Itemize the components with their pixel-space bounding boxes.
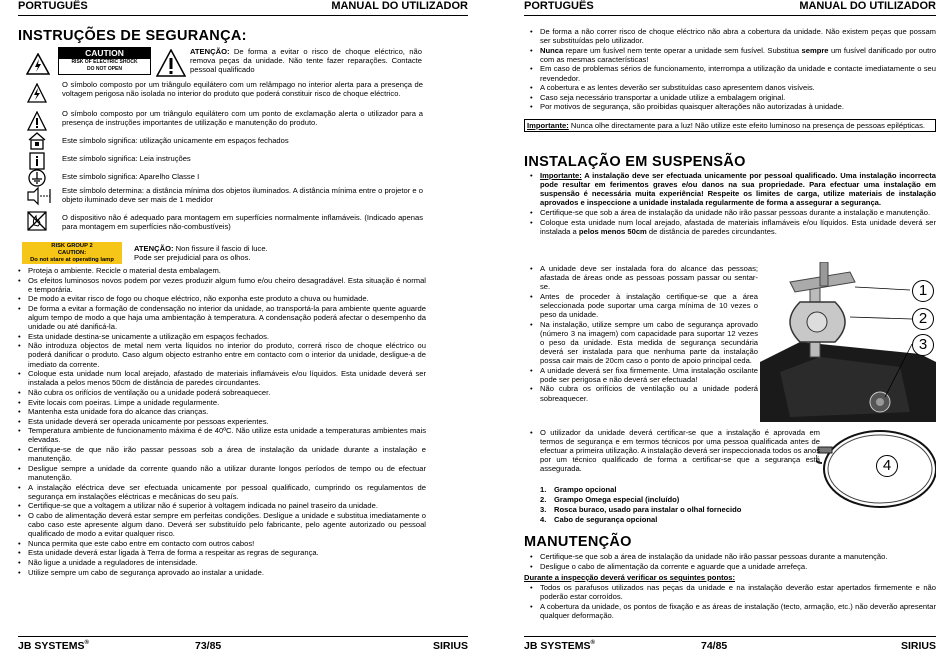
footer-rule [524, 636, 936, 637]
list-item: • Importante: A instalação deve ser efectuada unicamente por pessoal qualificado. Uma instalação incorrecta pode resultar em ferimentos graves e/ou danos na sua propriedade. Para efectuar uma instalação em suspensão é necessária muita experiência! Respeite os limites de carga, utilize materiais de instalação aprovados e inspeccione a unidade instalada regularmente de forma a assegurar a segurança. [530, 171, 936, 207]
list-item: • De modo a evitar risco de fogo ou choque eléctrico, não exponha este produto a chuva ou humidade. [18, 294, 426, 303]
list-item: • Desligue sempre a unidade da corrente quando não a utilizar durante longos períodos de tempo ou de efectuar manutenção. [18, 464, 426, 482]
exclamation-warning-icon [156, 48, 186, 78]
important-text: Nunca olhe directamente para a luz! Não utilize este efeito luminoso na presença de pessoas epilépticas. [568, 121, 926, 130]
left-page [18, 0, 468, 654]
inspection-list [530, 583, 936, 620]
list-item: • Não cubra os orifícios de ventilação ou a unidade poderá sobreaquecer. [530, 384, 758, 402]
header-language: PORTUGUÊS [18, 0, 88, 12]
caution-label: CAUTION [59, 48, 150, 59]
lightning-warning-icon [26, 52, 50, 76]
list-item: • Nunca repare um fusível nem tente operar a unidade sem fusível. Substitua sempre um fusível danificado por outro com as mesmas características! [530, 46, 936, 64]
flammable-paragraph: O dispositivo não é adequado para montagem em superfícies normalmente inflamáveis. (Indicado apenas para montagem em superfícies não-combustíveis) [62, 213, 423, 232]
list-item: • Coloque esta unidade num local arejado, afastado de materiais inflamáveis e/ou líquidos. Esta unidade deverá ser instalada a pelos menos 50cm de distância de paredes circundantes. [18, 369, 426, 387]
attention-label: ATENÇÃO: [190, 47, 230, 56]
list-item: • Esta unidade destina-se unicamente a utilização em espaços fechados. [18, 332, 426, 341]
list-item: • Não introduza objectos de metal nem verta líquidos no interior do produto, correrá risco de choque eléctrico ou poderá danificar o produto. Caso algum objecto estranho entre em contacto com o interior da unidade, desligue-a de imediato da corrente. [18, 341, 426, 368]
indoor-paragraph: Este símbolo significa: utilização unicamente em espaços fechados [62, 136, 289, 145]
section-title: INSTRUÇÕES DE SEGURANÇA: [18, 28, 247, 44]
parts-list-item: 2. Grampo Omega especial (incluído) [540, 495, 680, 505]
list-item: • Na instalação, utilize sempre um cabo de segurança aprovado (número 3 na imagem) com capacidade para suportar 12 vezes o peso da unidade. Esta medida de segurança secundária deverá ser instalada para que nenhuma parte da instalação possa cair mais de 20cm caso o ponto de apoio principal ceda. [530, 320, 758, 366]
callout-3: 3 [912, 334, 934, 356]
list-item: • Evite locais com poeiras. Limpe a unidade regularmente. [18, 398, 426, 407]
header-title: MANUAL DO UTILIZADOR [799, 0, 936, 12]
risk-attention-text: Non fissure il fascio di luce. [175, 244, 268, 253]
not-flammable-surface-icon [26, 210, 48, 232]
list-item: • A cobertura e as lentes deverão ser substituídas caso apresentem danos visíveis. [530, 83, 936, 92]
exclamation-paragraph: O símbolo composto por um triângulo equilátero com um ponto de exclamação alerta o utilizador para a presença de instruções importantes de utilização e manutenção do produto. [62, 109, 423, 128]
right-page [524, 0, 936, 654]
safety-bullet-list-continued [530, 27, 936, 112]
list-item: • Caso seja necessário transportar a unidade utilize a embalagem original. [530, 93, 936, 102]
important-label: Importante: [527, 121, 569, 130]
attention-paragraph [190, 47, 422, 74]
list-item: • Desligue o cabo de alimentação da corrente e aguarde que a unidade arrefeça. [530, 562, 936, 571]
list-item: • O cabo de alimentação deverá estar sempre em perfeitas condições. Desligue a unidade e substitua imediatamente o cabo caso este apresente algum dano. Deverá ser substituído pelo fabricante, pelo agente autorizado ou pessoal qualificado de modo a evitar qualquer risco. [18, 511, 426, 538]
list-item: • Coloque esta unidade num local arejado, afastada de materiais inflamáveis e/ou líquidos. Esta unidade deverá ser instalada a pelos menos 50cm de distância de paredes circundantes. [530, 218, 936, 236]
callout-1: 1 [912, 280, 934, 302]
risk-attention [134, 244, 424, 262]
page-header [18, 0, 468, 14]
maintenance-section-title: MANUTENÇÃO [524, 534, 632, 550]
install-list-bottom [530, 428, 820, 474]
list-item: • Antes de proceder à instalação certifique-se que a área seleccionada pode suportar uma carga mínima de 10 vezes o peso da unidade. [530, 292, 758, 319]
page-footer [524, 640, 936, 652]
class1-paragraph: Este símbolo significa: Aparelho Classe I [62, 172, 200, 181]
footer-model: SIRIUS [432, 640, 468, 652]
risk-group-label [22, 242, 122, 264]
footer-page-number: 74/85 [701, 640, 728, 652]
footer-brand: JB SYSTEMS® [18, 640, 89, 652]
clamp-mounting-illustration [760, 262, 936, 422]
page-footer [18, 640, 468, 652]
list-item: • A instalação eléctrica deve ser efectuada unicamente por pessoal qualificado, cumprindo os regulamentos de segurança em instalações eléctricas e mecânicas do seu país. [18, 483, 426, 501]
parts-list-item: 1. Grampo opcional [540, 485, 617, 494]
lightning-paragraph: O símbolo composto por um triângulo equilátero com um relâmpago no interior alerta para a presença de voltagem perigosa não isolada no interior do produto que poderá constituir risco de choque eléctrico. [62, 80, 423, 99]
list-item: • Esta unidade deverá estar ligada à Terra de forma a respeitar as regras de segurança. [18, 548, 426, 557]
header-rule [18, 15, 468, 16]
footer-model: SIRIUS [900, 640, 936, 652]
footer-brand: JB SYSTEMS® [524, 640, 595, 652]
callout-4: 4 [876, 455, 898, 477]
list-item: • Por motivos de segurança, são proibidas quaisquer alterações não autorizadas à unidade. [530, 102, 936, 111]
header-language: PORTUGUÊS [524, 0, 594, 12]
min-distance-icon [26, 185, 52, 207]
distance-paragraph: Este símbolo determina: a distância mínima dos objetos iluminados. A distância mínima entre o projetor e o objeto iluminado deve ser mais de 1 medidor [62, 186, 423, 205]
risk-attention-label: ATENÇÃO: [134, 244, 174, 253]
safety-bullet-list [18, 266, 426, 577]
list-item: • Não ligue a unidade a reguladores de intensidade. [18, 558, 426, 567]
read-paragraph: Este símbolo significa: Leia instruções [62, 154, 191, 163]
list-item: • Todos os parafusos utilizados nas peças da unidade e na instalação deverão estar apertados firmemente e não poderão estar corroídos. [530, 583, 936, 601]
list-item: • Proteja o ambiente. Recicle o material desta embalagem. [18, 266, 426, 275]
exclamation-symbol-icon [26, 110, 48, 132]
list-item: • A cobertura da unidade, os pontos de fixação e as áreas de instalação (tecto, armação, etc.) não deverão apresentar qualquer deformação. [530, 602, 936, 620]
list-item: • Não cubra os orifícios de ventilação ou a unidade poderá sobreaquecer. [18, 388, 426, 397]
risk-attention-text2: Pode ser prejudicial para os olhos. [134, 253, 251, 263]
indoor-use-icon [26, 130, 48, 152]
lightning-symbol-icon [26, 82, 48, 104]
list-item: • Esta unidade deverá ser operada unicamente por pessoas experientes. [18, 417, 426, 426]
header-rule [524, 15, 936, 16]
parts-list-item: 4. Cabo de segurança opcional [540, 515, 658, 525]
callout-2: 2 [912, 308, 934, 330]
risk-group-caution: CAUTION: [57, 250, 87, 256]
list-item: • A unidade deve ser instalada fora do alcance das pessoas; afastada de áreas onde as pessoas possam passar ou sentar-se. [530, 264, 758, 291]
footer-rule [18, 636, 468, 637]
important-notice-box [524, 119, 936, 132]
list-item: • Certifique-se de que não irão passar pessoas sob a área de instalação da unidade durante a instalação e manutenção. [18, 445, 426, 463]
maintenance-list [530, 552, 936, 571]
install-section-title: INSTALAÇÃO EM SUSPENSÃO [524, 154, 746, 170]
inspection-heading: Durante a inspecção deverá verificar os seguintes pontos: [524, 573, 736, 582]
list-item: • Certifique-se que sob a área de instalação da unidade não irão passar pessoas durante a instalação e manutenção. [530, 208, 936, 217]
page-header [524, 0, 936, 14]
risk-group-warning: Do not stare at operating lamp [30, 257, 114, 263]
caution-sub2: DO NOT OPEN [86, 66, 122, 72]
list-item: • Em caso de problemas sérios de funcionamento, interrompa a utilização da unidade e contacte imediatamente o seu revendedor. [530, 64, 936, 82]
list-item: • Mantenha esta unidade fora do alcance das crianças. [18, 407, 426, 416]
list-item: • Nunca permita que este cabo entre em contacto com outros cabos! [18, 539, 426, 548]
caution-label-box [58, 47, 151, 75]
parts-list [540, 485, 820, 525]
list-item: • De forma a evitar a formação de condensação no interior da unidade, ao transportá-la para ambiente quente aguarde algum tempo de modo a que haja uma ambientação à temperatura. A condensação poderá afectar o desempenho da unidade ou até danificá-la. [18, 304, 426, 331]
parts-list-item: 3. Rosca buraco, usado para instalar o olhal fornecido [540, 505, 742, 515]
install-list-side [530, 264, 758, 403]
install-list-top [530, 171, 936, 236]
list-item: • A unidade deverá ser fixa firmemente. Uma instalação oscilante pode ser perigosa e não deverá ser efectuada! [530, 366, 758, 384]
safety-cable-illustration [816, 425, 936, 517]
list-item: • Os efeitos luminosos novos podem por vezes produzir algum fumo e/ou cheiro desagradável. Esta situação é normal e temporária. [18, 276, 426, 294]
list-item: • De forma a não correr risco de choque eléctrico não abra a cobertura da unidade. Não existem peças que possam ser substituídas pelo utilizador. [530, 27, 936, 45]
footer-page-number: 73/85 [195, 640, 222, 652]
attention-text: De forma a evitar o risco de choque eléctrico, não remova peças da unidade. Não tente fazer reparações. Contacte pessoal qualificado [190, 47, 422, 75]
list-item: • Certifique-se que sob a área de instalação da unidade não irão passar pessoas durante a manutenção. [530, 552, 936, 561]
caution-sub1: RISK OF ELECTRIC SHOCK [71, 59, 138, 65]
list-item: • Utilize sempre um cabo de segurança aprovado ao instalar a unidade. [18, 568, 426, 577]
list-item: • Certifique-se que a voltagem a utilizar não é superior à voltagem indicada no painel traseiro da unidade. [18, 501, 426, 510]
risk-group-title: RISK GROUP 2 [51, 243, 93, 249]
header-title: MANUAL DO UTILIZADOR [331, 0, 468, 12]
list-item: • O utilizador da unidade deverá certificar-se que a instalação é aprovada em termos de segurança e em termos técnicos por uma pessoa qualificada antes de efectuar a primeira utilização. A instalação deverá ser inspeccionada todos os anos por um técnico qualificado de forma a certificar-se que a segurança está assegurada. [530, 428, 820, 474]
list-item: • Temperatura ambiente de funcionamento máxima é de 40ºC. Não utilize esta unidade a temperaturas ambientes mais elevadas. [18, 426, 426, 444]
